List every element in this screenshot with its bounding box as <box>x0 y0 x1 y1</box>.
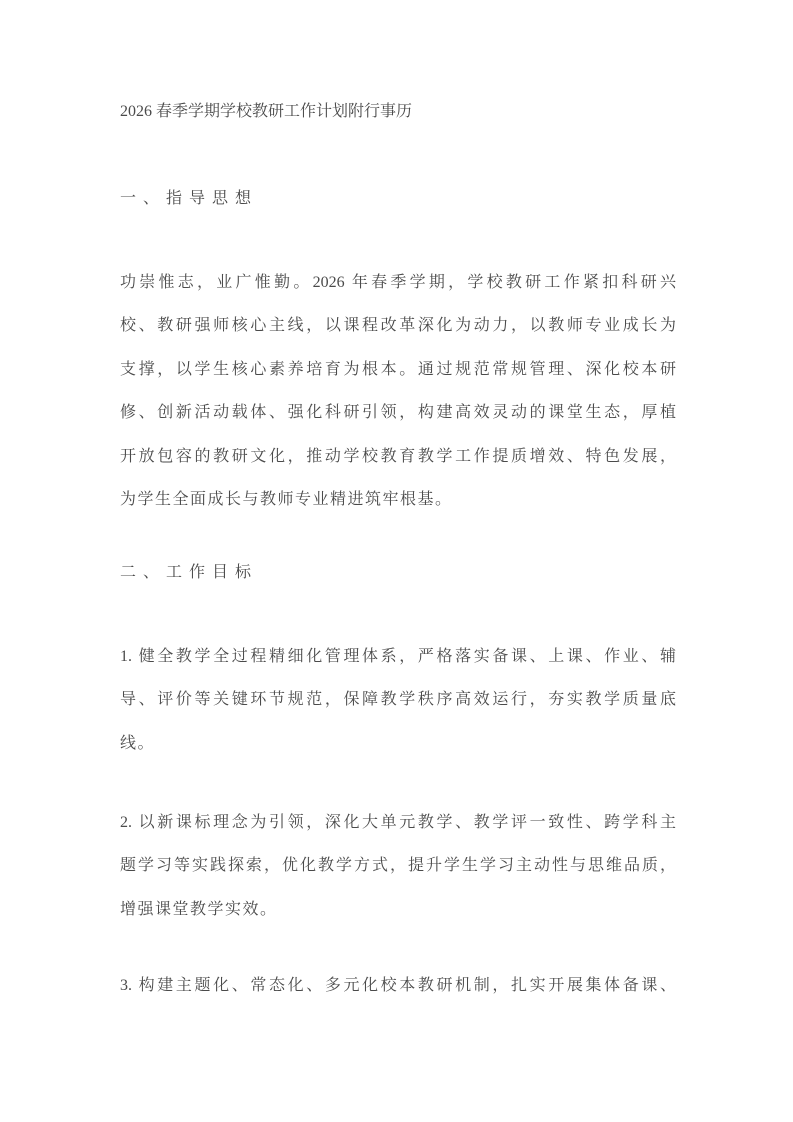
text-line: 开放包容的教研文化，推动学校教育教学工作提质增效、特色发展， <box>120 447 676 465</box>
text-line: 支撑，以学生核心素养培育为根本。通过规范常规管理、深化校本研 <box>120 360 676 378</box>
text-line: 修、创新活动载体、强化科研引领，构建高效灵动的课堂生态，厚植 <box>120 404 676 422</box>
text-line: 校、教研强师核心主线，以课程改革深化为动力，以教师专业成长为 <box>120 317 676 335</box>
section-heading-work-goals: 二、工作目标 <box>120 564 259 581</box>
text-line: 2. 以新课标理念为引领，深化大单元教学、教学评一致性、跨学科主 <box>120 814 676 831</box>
text-line: 增强课堂教学实效。 <box>120 900 278 918</box>
section-heading-guiding-ideology: 一、指导思想 <box>120 190 259 207</box>
document-title: 2026 春季学期学校教研工作计划附行事历 <box>120 103 413 120</box>
text-line: 线。 <box>120 734 156 752</box>
text-line: 1. 健全教学全过程精细化管理体系，严格落实备课、上课、作业、辅 <box>120 648 676 665</box>
paragraph-goal-3 <box>120 964 676 1007</box>
text-line: 3. 构建主题化、常态化、多元化校本教研机制，扎实开展集体备课、 <box>120 977 676 994</box>
text-line: 为学生全面成长与教师专业精进筑牢根基。 <box>120 491 453 509</box>
text-line: 导、评价等关键环节规范，保障教学秩序高效运行，夯实教学质量底 <box>120 691 676 709</box>
paragraph-guiding-ideology <box>120 261 676 521</box>
text-line: 功崇惟志，业广惟勤。2026 年春季学期，学校教研工作紧扣科研兴 <box>120 274 676 291</box>
paragraph-goal-1 <box>120 635 676 765</box>
text-line: 题学习等实践探索，优化教学方式，提升学生学习主动性与思维品质， <box>120 857 676 875</box>
paragraph-goal-2 <box>120 801 676 931</box>
